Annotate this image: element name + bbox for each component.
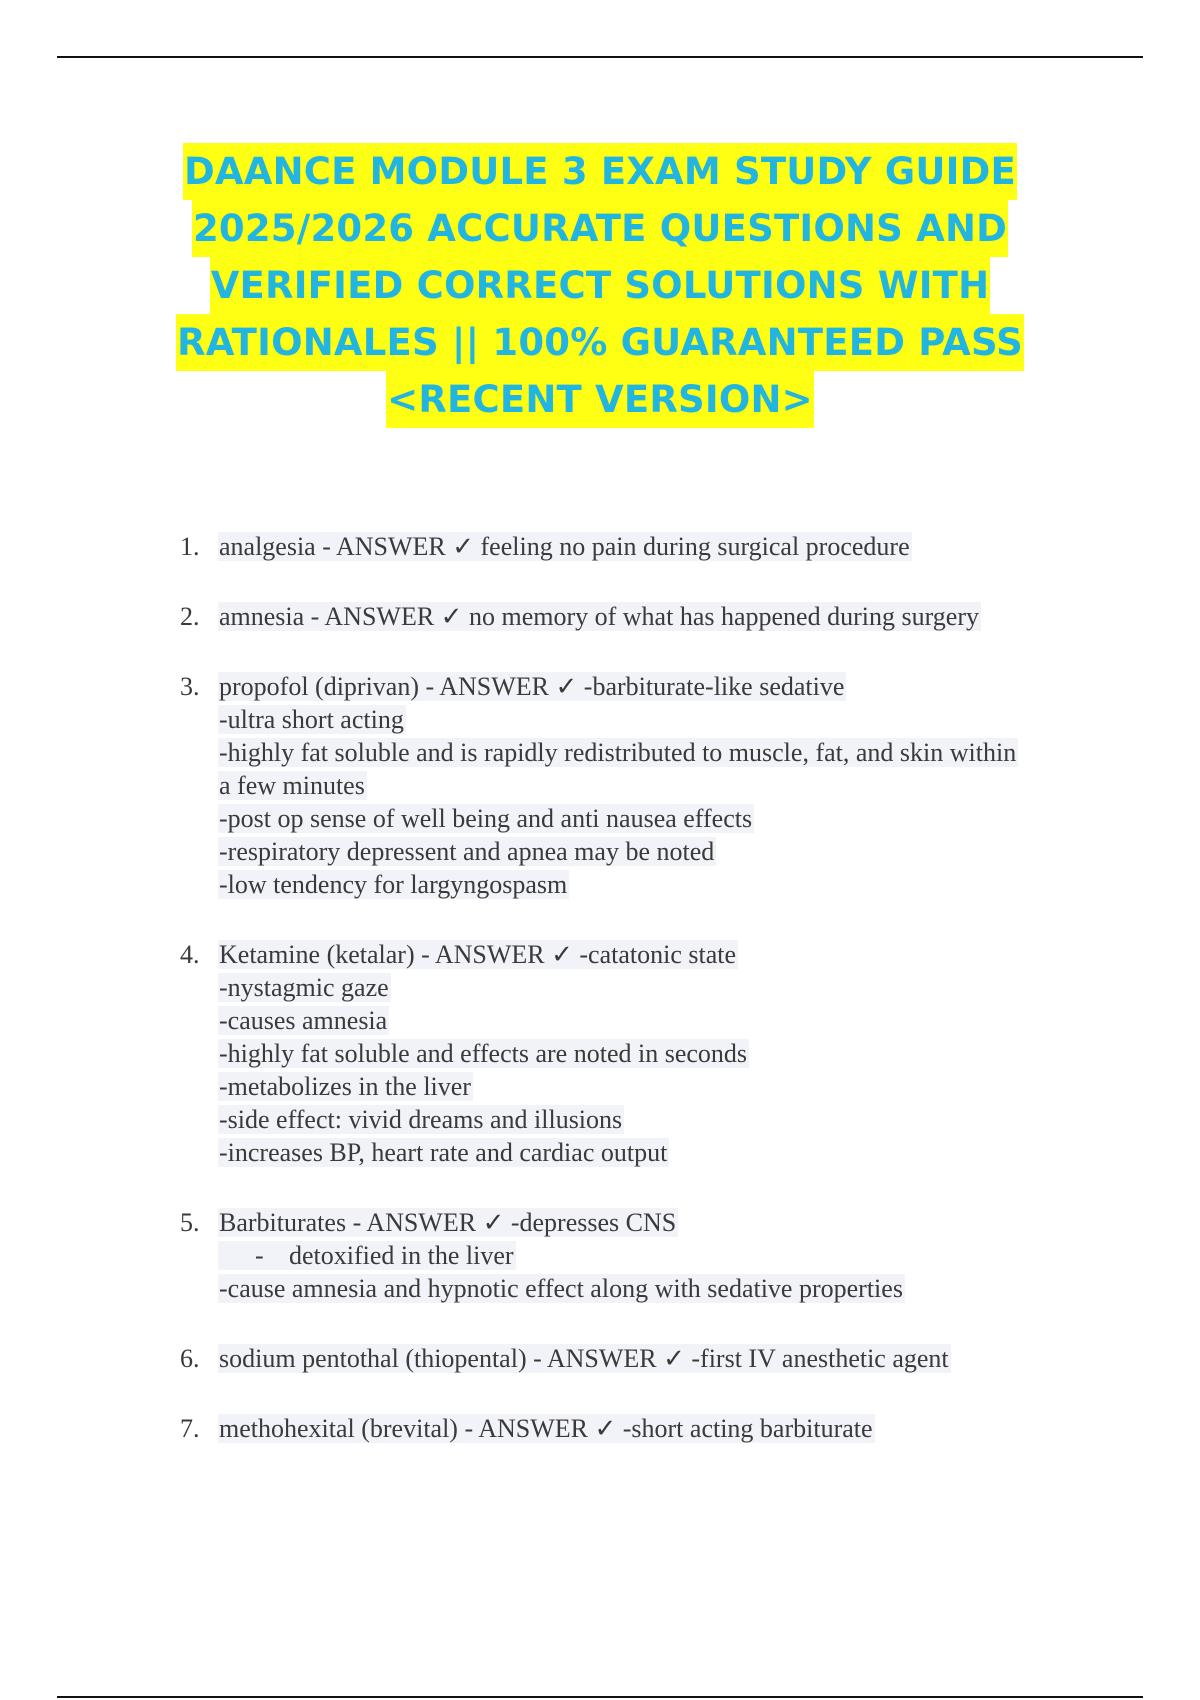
- question-text: sodium pentothal (thiopental) - ANSWER ✓ -first IV anesthetic agent: [219, 1344, 949, 1373]
- top-divider: [57, 56, 1143, 58]
- answer-line: -cause amnesia and hypnotic effect along with sedative properties: [219, 1274, 903, 1303]
- title-line: 2025/2026 ACCURATE QUESTIONS AND: [192, 200, 1008, 257]
- title-line: VERIFIED CORRECT SOLUTIONS WITH: [210, 257, 991, 314]
- question-number: 4.: [180, 940, 200, 969]
- answer-line: -highly fat soluble and is rapidly redistributed to muscle, fat, and skin within: [219, 738, 1017, 767]
- question-number: 3.: [180, 672, 200, 701]
- answer-line: -side effect: vivid dreams and illusions: [219, 1105, 623, 1134]
- question-number: 7.: [180, 1414, 200, 1443]
- answer-line: -respiratory depressent and apnea may be noted: [219, 837, 715, 866]
- question-text: Barbiturates - ANSWER ✓ -depresses CNS: [219, 1208, 677, 1237]
- answer-line: -causes amnesia: [219, 1006, 388, 1035]
- question-number: 5.: [180, 1208, 200, 1237]
- answer-subitem: [218, 1241, 516, 1270]
- question-item-6: [0, 1342, 1200, 1375]
- question-text: amnesia - ANSWER ✓ no memory of what has happened during surgery: [219, 602, 979, 631]
- title-line: RATIONALES || 100% GUARANTEED PASS: [176, 314, 1024, 371]
- question-item-7: [0, 1412, 1200, 1445]
- answer-line: a few minutes: [219, 771, 365, 800]
- answer-line: -metabolizes in the liver: [219, 1072, 471, 1101]
- question-text: propofol (diprivan) - ANSWER ✓ -barbiturate-like sedative: [219, 672, 845, 701]
- question-text: analgesia - ANSWER ✓ feeling no pain during surgical procedure: [219, 532, 910, 561]
- document-title: [60, 143, 1140, 428]
- answer-line: detoxified in the liver: [289, 1241, 514, 1270]
- answer-line: -highly fat soluble and effects are noted in seconds: [219, 1039, 748, 1068]
- answer-line: -low tendency for largyngospasm: [219, 870, 568, 899]
- answer-line: -post op sense of well being and anti nausea effects: [219, 804, 753, 833]
- title-line: DAANCE MODULE 3 EXAM STUDY GUIDE: [183, 143, 1017, 200]
- question-number: 1.: [180, 532, 200, 561]
- answer-line: -increases BP, heart rate and cardiac output: [219, 1138, 668, 1167]
- question-item-1: [0, 530, 1200, 563]
- question-number: 6.: [180, 1344, 200, 1373]
- title-line: <RECENT VERSION>: [386, 371, 814, 428]
- question-text: methohexital (brevital) - ANSWER ✓ -short acting barbiturate: [219, 1414, 873, 1443]
- question-item-4: [0, 938, 1200, 1169]
- question-text: Ketamine (ketalar) - ANSWER ✓ -catatonic state: [219, 940, 737, 969]
- bottom-divider: [57, 1696, 1143, 1698]
- sub-bullet-dash: -: [255, 1241, 264, 1270]
- question-number: 2.: [180, 602, 200, 631]
- question-item-5: [0, 1206, 1200, 1305]
- question-item-3: [0, 670, 1200, 901]
- question-item-2: [0, 600, 1200, 633]
- answer-line: -ultra short acting: [219, 705, 404, 734]
- question-list: [0, 530, 1200, 1482]
- answer-line: -nystagmic gaze: [219, 973, 389, 1002]
